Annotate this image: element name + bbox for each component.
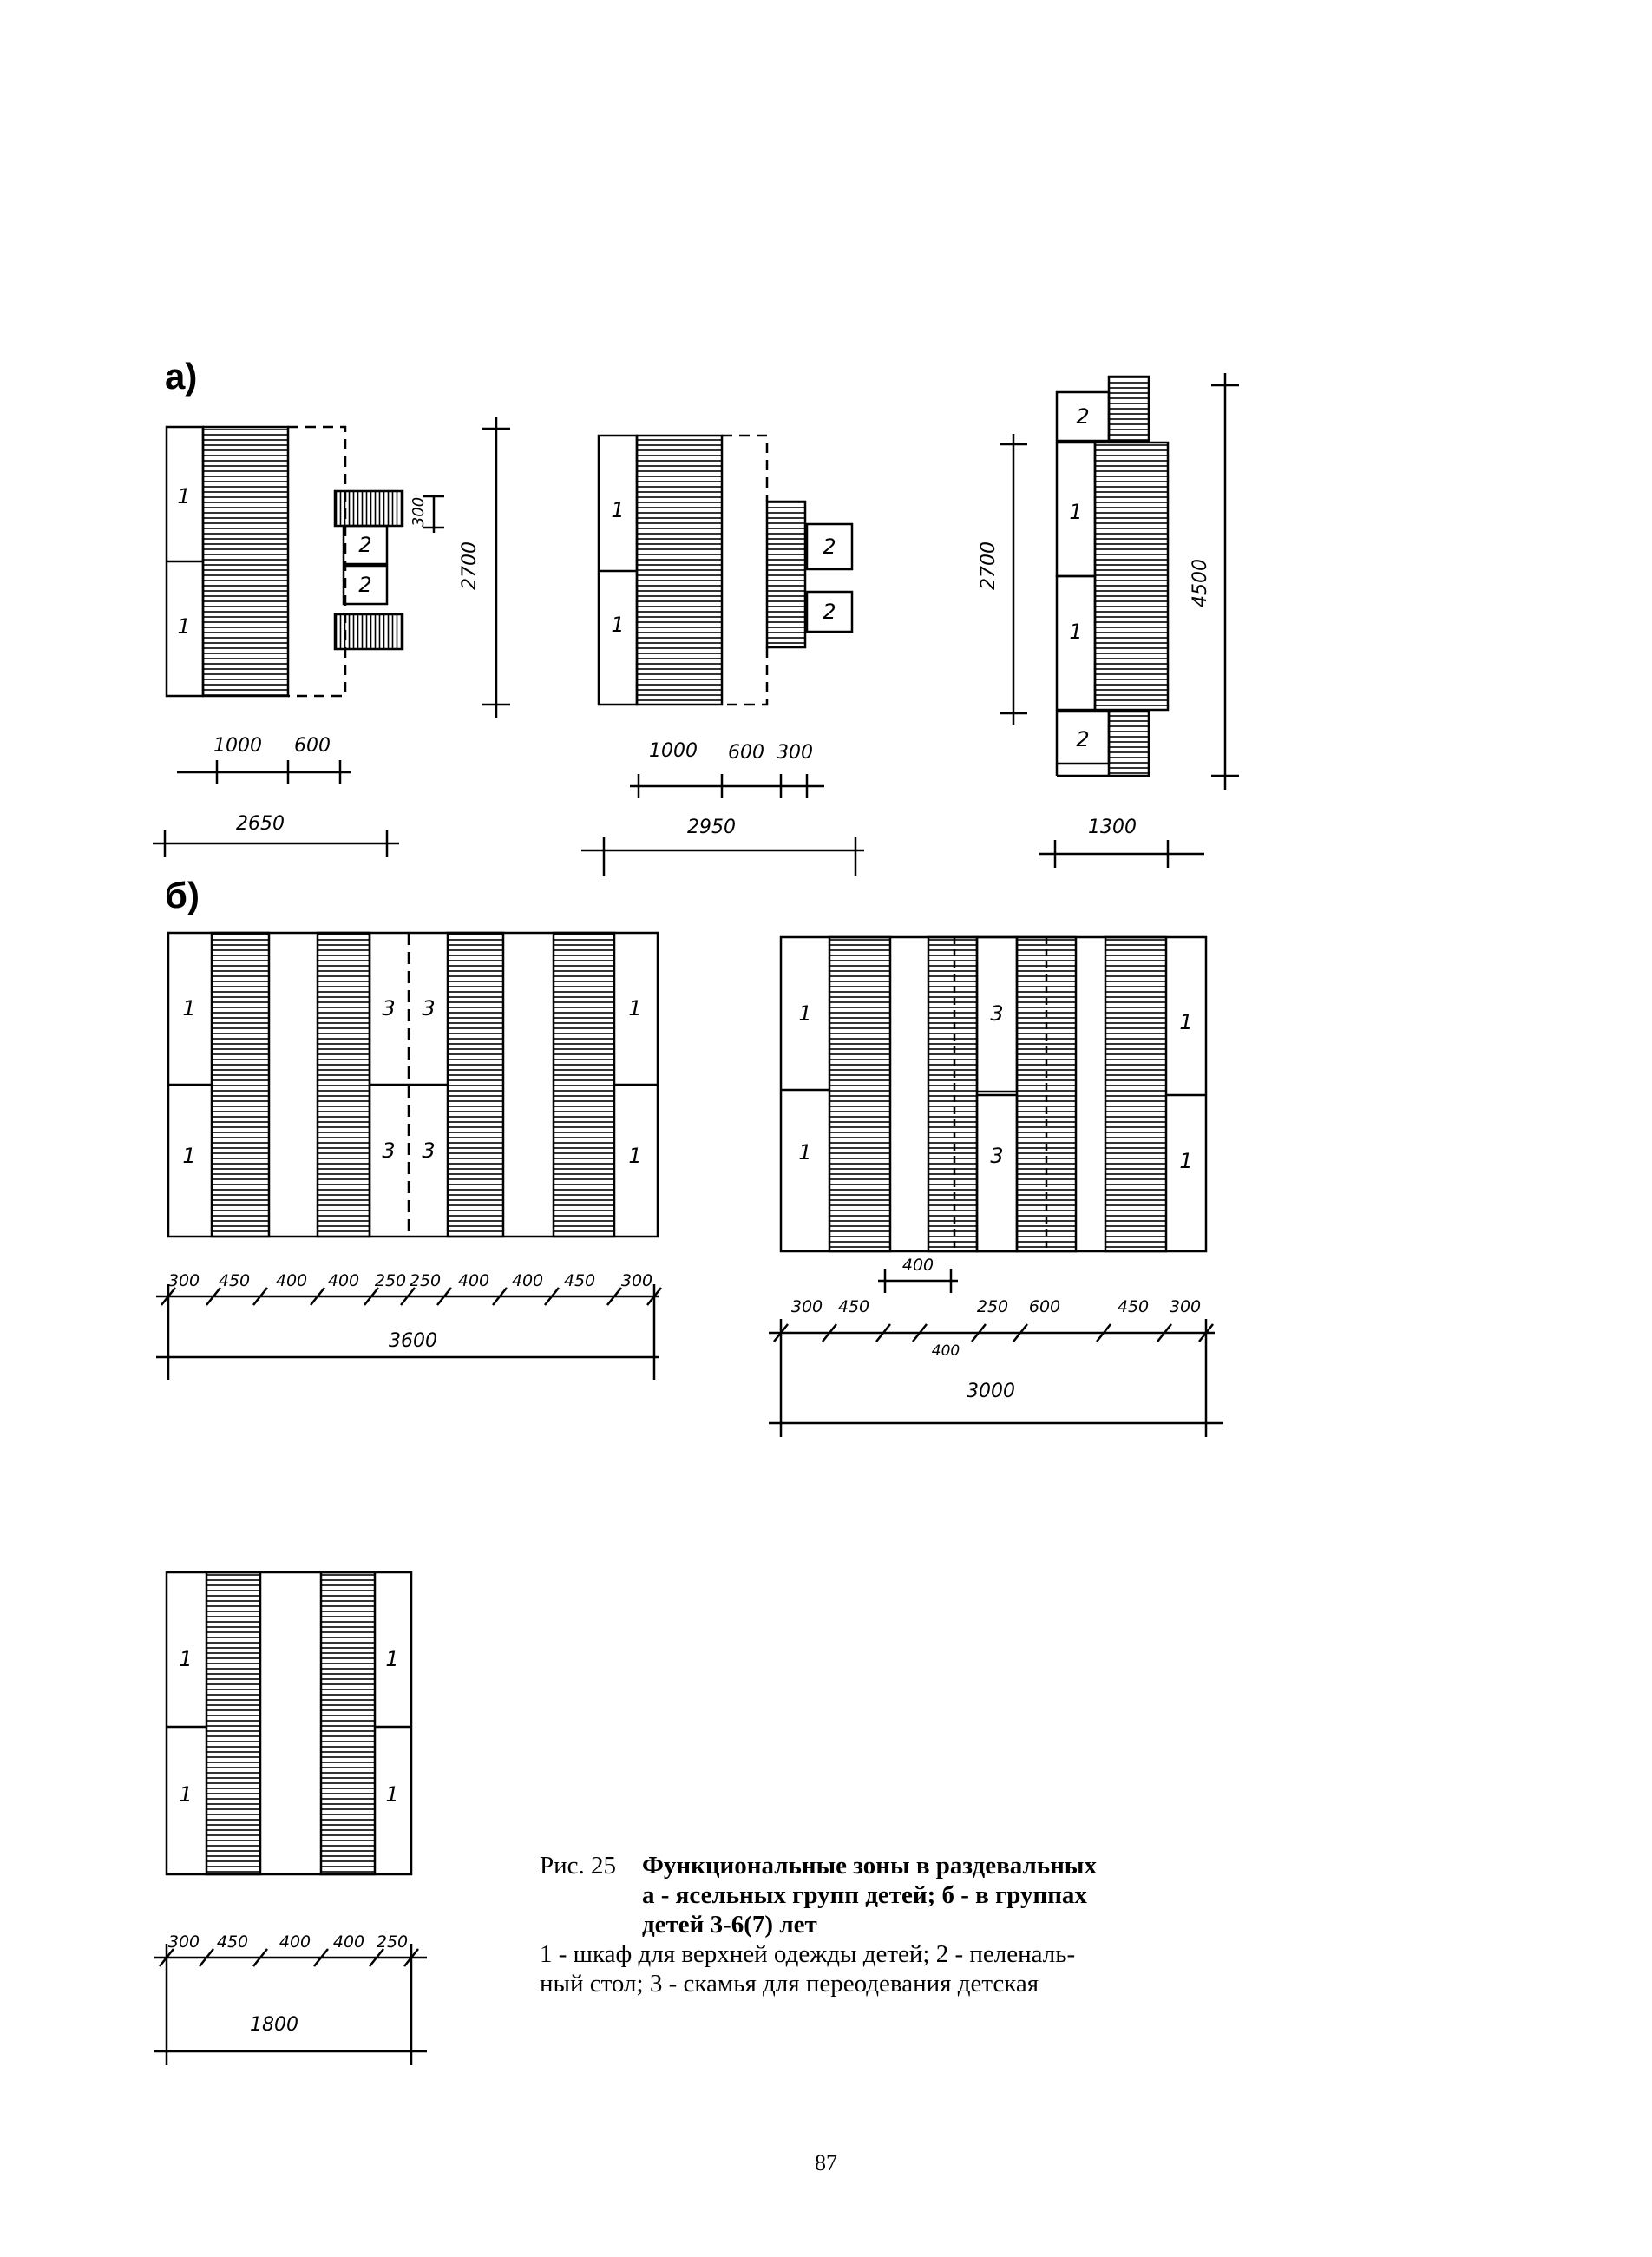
- dim-b2-part: 450: [1117, 1297, 1150, 1316]
- dim-b2-part: 300: [1169, 1297, 1202, 1316]
- dim-a2-part: 300: [777, 742, 813, 764]
- dim-b1-part: 400: [511, 1271, 544, 1290]
- dim-b1-part: 250: [409, 1271, 442, 1290]
- dim-a1-height: 2700: [459, 541, 481, 590]
- dim-b2-total: 3000: [967, 1381, 1015, 1402]
- zone-label-bench: 3: [382, 996, 396, 1020]
- zone-label-changing-table: 2: [823, 535, 836, 559]
- dim-b3-part: 400: [332, 1932, 365, 1952]
- section-b-label: б): [165, 875, 200, 915]
- dim-b1-part: 400: [457, 1271, 490, 1290]
- dim-b1-part: 300: [620, 1271, 653, 1290]
- dim-a2-part: 1000: [649, 740, 698, 762]
- caption-legend-line1: 1 - шкаф для верхней одежды детей; 2 - пеленаль-: [540, 1940, 1076, 1968]
- dim-a3-height-inner: 2700: [978, 541, 1000, 590]
- zone-label-changing-table: 2: [358, 533, 372, 557]
- caption-title-line2: а - ясельных групп детей; б - в группах: [642, 1881, 1087, 1909]
- caption-legend-line2: ный стол; 3 - скамья для переодевания детская: [540, 1970, 1039, 1998]
- zone-label-wardrobe: 1: [628, 1144, 642, 1168]
- caption-title-line1: Функциональные зоны в раздевальных: [642, 1852, 1097, 1880]
- dim-b2-part: 300: [790, 1297, 823, 1316]
- zone-label-changing-table: 2: [823, 600, 836, 624]
- zone-label-bench: 3: [422, 1138, 436, 1163]
- dim-b1-part: 300: [167, 1271, 200, 1290]
- plan-b1: [156, 933, 659, 1380]
- dim-a1-part: 600: [294, 735, 331, 757]
- dim-b1-part: 250: [374, 1271, 407, 1290]
- dim-a1-small: 300: [410, 496, 428, 528]
- page-number: 87: [815, 2150, 837, 2175]
- dim-b3-part: 450: [216, 1932, 249, 1952]
- dim-a2-part: 600: [728, 742, 764, 764]
- dim-a3-width: 1300: [1088, 817, 1137, 838]
- dim-b1-part: 450: [563, 1271, 596, 1290]
- zone-label-wardrobe: 1: [177, 484, 191, 508]
- zone-label-wardrobe: 1: [179, 1782, 193, 1807]
- dim-b3-total: 1800: [250, 2014, 298, 2036]
- zone-label-wardrobe: 1: [385, 1782, 399, 1807]
- plan-a3: [1000, 373, 1239, 868]
- section-a-label: а): [165, 356, 198, 397]
- zone-label-wardrobe: 1: [611, 613, 625, 637]
- zone-label-bench: 3: [990, 1001, 1004, 1026]
- zone-label-bench: 3: [422, 996, 436, 1020]
- dim-b1-total: 3600: [389, 1330, 437, 1352]
- dim-a1-width: 2650: [236, 813, 285, 835]
- dim-b2-part: 600: [1028, 1297, 1061, 1316]
- zone-label-wardrobe: 1: [177, 614, 191, 639]
- zone-label-wardrobe: 1: [1069, 620, 1083, 644]
- dim-b2-part: 450: [837, 1297, 870, 1316]
- zone-label-bench: 3: [382, 1138, 396, 1163]
- zone-label-wardrobe: 1: [1179, 1010, 1193, 1034]
- dim-b2-under: 400: [931, 1342, 960, 1360]
- zone-label-changing-table: 2: [1076, 404, 1090, 429]
- zone-label-wardrobe: 1: [1069, 500, 1083, 524]
- dim-b3-part: 250: [376, 1932, 409, 1952]
- zone-label-wardrobe: 1: [628, 996, 642, 1020]
- dim-a1-part: 1000: [213, 735, 262, 757]
- dim-a3-height: 4500: [1190, 559, 1211, 607]
- dim-b1-part: 450: [218, 1271, 251, 1290]
- dim-b3-part: 300: [167, 1932, 200, 1952]
- zone-label-changing-table: 2: [358, 573, 372, 597]
- plan-a1: [153, 417, 510, 857]
- dim-b1-part: 400: [275, 1271, 308, 1290]
- figure-label: Рис. 25: [540, 1852, 617, 1880]
- zone-label-changing-table: 2: [1076, 727, 1090, 751]
- dim-b2-part: 250: [976, 1297, 1009, 1316]
- zone-label-wardrobe: 1: [179, 1647, 193, 1671]
- zone-label-wardrobe: 1: [182, 1144, 196, 1168]
- zone-label-wardrobe: 1: [798, 1001, 812, 1026]
- dim-a2-width: 2950: [687, 817, 736, 838]
- dim-b3-part: 400: [279, 1932, 311, 1952]
- zone-label-wardrobe: 1: [1179, 1149, 1193, 1173]
- caption-title-line3: детей 3-6(7) лет: [642, 1911, 817, 1939]
- zone-label-bench: 3: [990, 1144, 1004, 1168]
- zone-label-wardrobe: 1: [798, 1140, 812, 1165]
- zone-label-wardrobe: 1: [385, 1647, 399, 1671]
- figure-caption: [540, 1851, 1303, 1998]
- dim-b2-top: 400: [901, 1256, 934, 1275]
- dim-b1-part: 400: [327, 1271, 360, 1290]
- zone-label-wardrobe: 1: [182, 996, 196, 1020]
- zone-label-wardrobe: 1: [611, 498, 625, 522]
